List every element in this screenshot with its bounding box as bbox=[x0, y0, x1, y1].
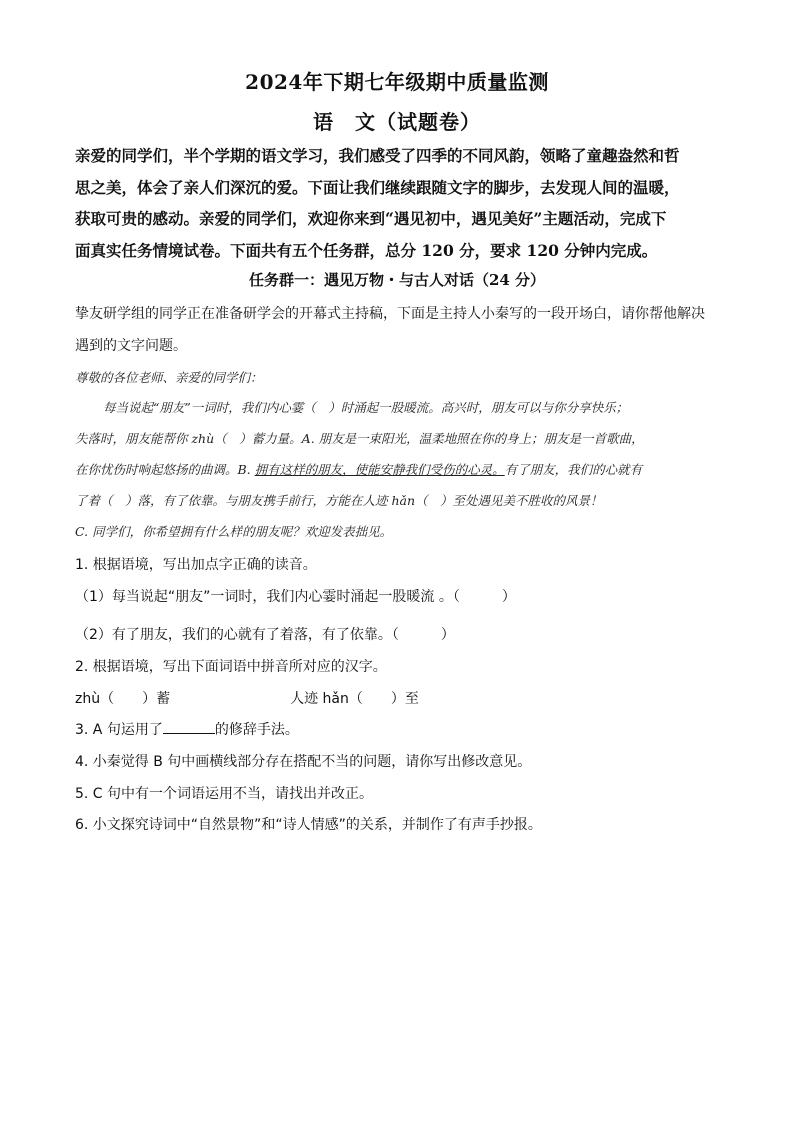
passage-line: 每当说起“朋友”一词时，我们内心霎（ ）时涌起一股暖流。高兴时，朋友可以与你分享快乐； bbox=[103, 400, 629, 415]
context-text: 挚友研学组的同学正在准备研学会的开幕式主持稿，下面是主持人小秦写的一段开场白，请你帮他解决 bbox=[75, 306, 705, 322]
intro-line: 面真实任务情境试卷。下面共有五个任务群，总分 120 分，要求 120 分钟内完成。 bbox=[75, 240, 658, 260]
passage-line: 失落时，朋友能帮你 zhù（ ）蓄力量。A. 朋友是一束阳光，温柔地照在你的身上；朋友是一首歌曲， bbox=[75, 431, 644, 446]
question-2: 2. 根据语境，写出下面词语中拼音所对应的汉字。 bbox=[75, 659, 387, 675]
passage-greeting: 尊敬的各位老师、亲爱的同学们： bbox=[75, 370, 263, 385]
question-3-text: 3. A 句运用了 bbox=[75, 722, 163, 738]
intro-paragraph bbox=[75, 140, 721, 266]
intro-line: 思之美，体会了亲人们深沉的爱。下面让我们继续跟随文字的脚步，去发现人间的温暖， bbox=[75, 177, 680, 197]
answer-blank[interactable] bbox=[163, 721, 215, 734]
exam-title: 2024年下期七年级期中质量监测 bbox=[245, 70, 549, 94]
question-3-text: 的修辞手法。 bbox=[214, 722, 299, 738]
intro-line: 亲爱的同学们，半个学期的语文学习，我们感受了四季的不同风韵，领略了童趣盎然和哲 bbox=[75, 146, 680, 165]
intro-line: 获取可贵的感动。亲爱的同学们，欢迎你来到“遇见初中，遇见美好”主题活动，完成下 bbox=[75, 209, 667, 228]
exam-subtitle: 语 文（试题卷） bbox=[313, 110, 481, 134]
question-1: 1. 根据语境，写出加点字正确的读音。 bbox=[75, 557, 317, 573]
underlined-sentence: 拥有这样的朋友，使能安静我们受伤的心灵。 bbox=[254, 462, 505, 477]
passage-line bbox=[75, 460, 642, 478]
question-5: 5. C 句中有一个词语运用不当，请找出并改正。 bbox=[75, 786, 374, 802]
passage-text: 有了朋友，我们的心就有 bbox=[504, 462, 643, 477]
passage-line: C. 同学们，你希望拥有什么样的朋友呢？欢迎发表拙见。 bbox=[75, 524, 393, 539]
question-3 bbox=[75, 719, 299, 739]
question-2-item-a: zhù（ ）蓄 bbox=[75, 691, 171, 707]
question-4: 4. 小秦觉得 B 句中画横线部分存在搭配不当的问题，请你写出修改意见。 bbox=[75, 754, 532, 770]
section-heading: 任务群一：遇见万物・与古人对话（24 分） bbox=[248, 271, 546, 289]
passage-line: 了着（ ）落，有了依靠。与朋友携手前行，方能在人迹 hǎn（ ）至处遇见美不胜收的风景！ bbox=[75, 493, 603, 508]
question-1-1: （1）每当说起“朋友”一词时，我们内心霎时涌起一股暖流 。（ ） bbox=[75, 589, 516, 605]
question-1-2: （2）有了朋友，我们的心就有了着落，有了依靠。（ ） bbox=[75, 627, 455, 643]
context-text: 遇到的文字问题。 bbox=[75, 338, 187, 354]
passage-text: 在你忧伤时响起悠扬的曲调。B. bbox=[75, 462, 255, 477]
question-2-item-b: 人迹 hǎn（ ）至 bbox=[290, 691, 419, 707]
question-6: 6. 小文探究诗词中“自然景物”和“诗人情感”的关系，并制作了有声手抄报。 bbox=[75, 817, 542, 833]
question-2-items bbox=[75, 688, 419, 708]
